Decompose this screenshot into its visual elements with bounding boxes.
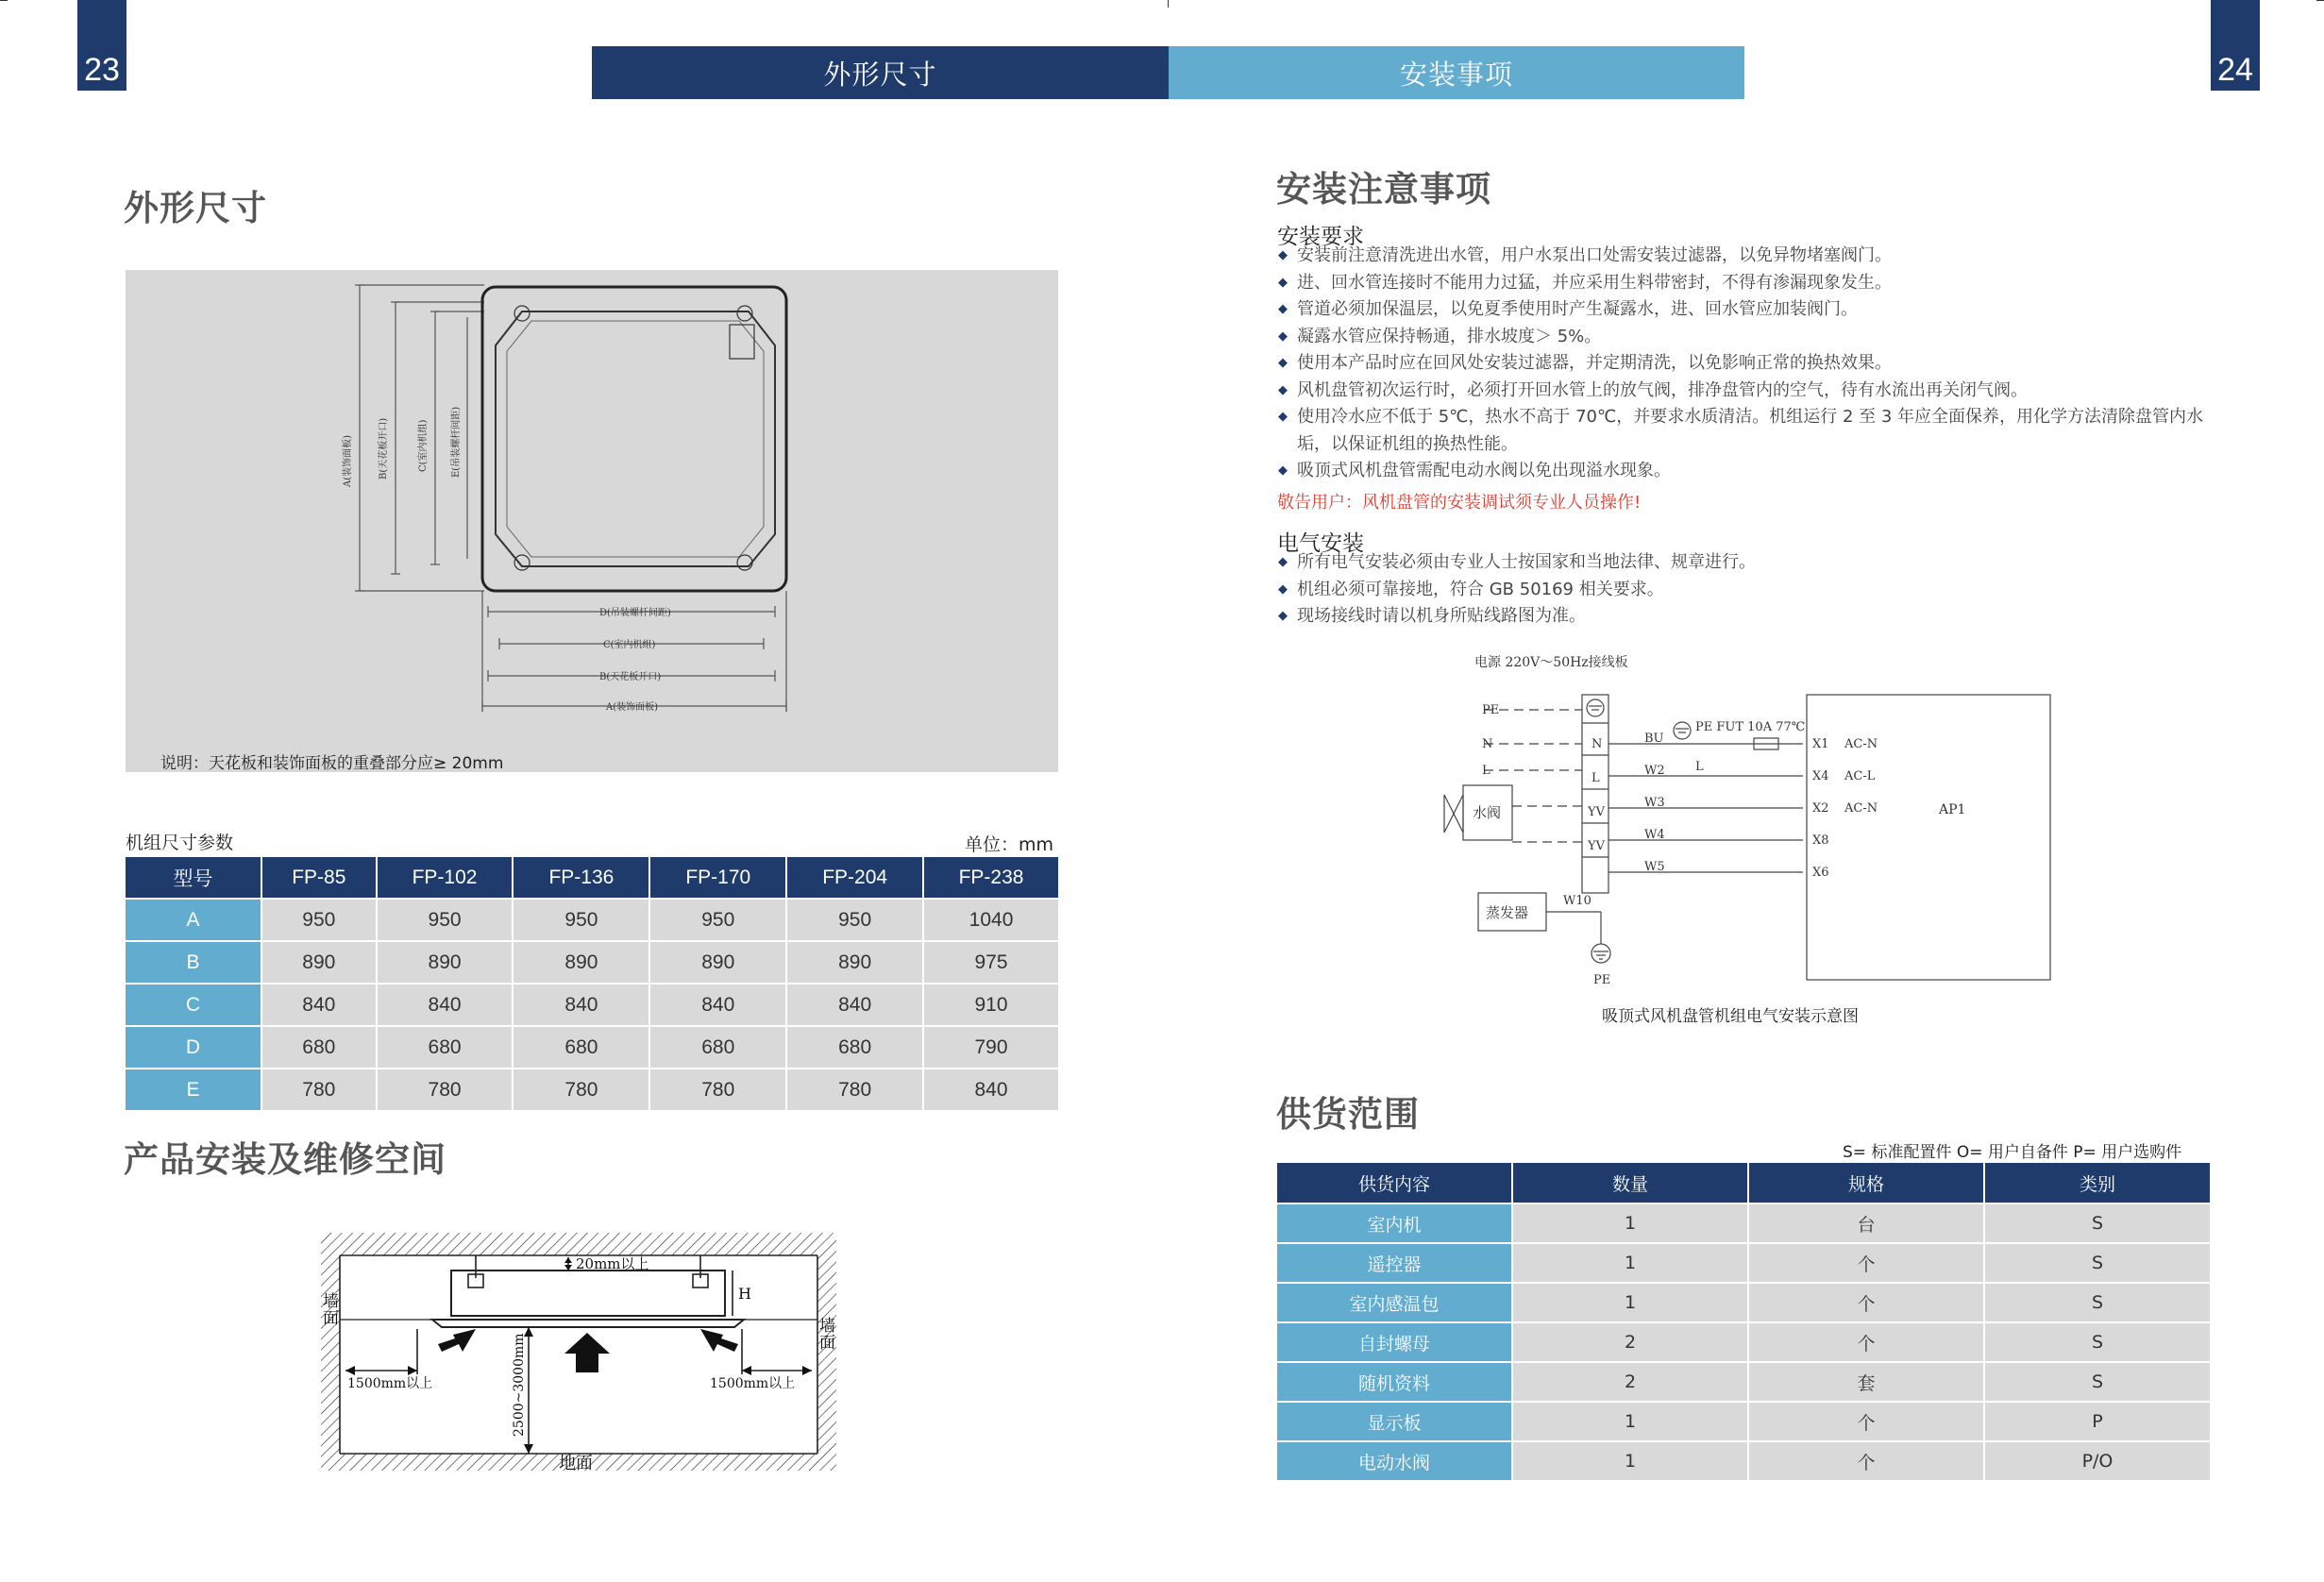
drawing-note: 说明：天花板和装饰面板的重叠部分应≥ 20mm xyxy=(160,754,504,773)
list-item xyxy=(1278,350,2231,378)
supply-cell-spec: 个 xyxy=(1748,1402,1984,1441)
supply-cell-qty: 1 xyxy=(1512,1203,1748,1243)
spec-header: FP-238 xyxy=(923,857,1058,899)
table-row xyxy=(1277,1243,2210,1283)
spec-cell: 890 xyxy=(261,941,377,984)
supply-cell-cat: S xyxy=(1984,1283,2210,1322)
spec-cell: 840 xyxy=(513,984,649,1026)
table-row xyxy=(1277,1203,2210,1243)
section-title-install: 安装注意事项 xyxy=(1276,169,1491,210)
spec-cell: 680 xyxy=(649,1026,786,1069)
ac-l: AC-L xyxy=(1844,769,1876,783)
list-item-text: 所有电气安装必须由专业人士按国家和当地法律、规章进行。 xyxy=(1297,552,1756,572)
supply-cell-cat: P/O xyxy=(1984,1441,2210,1480)
list-item xyxy=(1278,404,2231,458)
spec-header: FP-136 xyxy=(513,857,649,899)
list-item xyxy=(1278,549,2231,577)
side-right-label: 1500mm以上 xyxy=(710,1376,796,1391)
evaporator-label: 蒸发器 xyxy=(1486,904,1529,921)
block-yv-2: YV xyxy=(1588,839,1605,853)
supply-cell-qty: 1 xyxy=(1512,1243,1748,1283)
supply-cell-spec: 个 xyxy=(1748,1243,1984,1283)
term-n: N xyxy=(1482,737,1493,751)
diamond-bullet-icon: ◆ xyxy=(1278,555,1288,569)
list-item xyxy=(1278,577,2231,604)
l-label-small: L xyxy=(1695,760,1704,774)
supply-cell-cat: S xyxy=(1984,1362,2210,1402)
spec-row-label: E xyxy=(126,1069,261,1110)
page-number-left: 23 xyxy=(77,0,126,91)
spec-header: FP-102 xyxy=(377,857,514,899)
x6-label: X6 xyxy=(1812,866,1829,880)
spec-cell: 910 xyxy=(923,984,1058,1026)
supply-cell-spec: 台 xyxy=(1748,1203,1984,1243)
wall-left-label-2: 面 xyxy=(323,1309,339,1328)
spec-cell: 950 xyxy=(786,899,923,941)
dim-label-e-vertical: E(吊装螺杆间距) xyxy=(451,406,462,478)
electric-list xyxy=(1278,549,2231,631)
list-item-text: 吸顶式风机盘管需配电动水阀以免出现溢水现象。 xyxy=(1297,461,1671,480)
list-item-text: 安装前注意清洗进出水管，用户水泵出口处需安装过滤器，以免异物堵塞阀门。 xyxy=(1297,245,1892,265)
spec-header: FP-85 xyxy=(261,857,377,899)
supply-legend: S= 标准配置件 O= 用户自备件 P= 用户选购件 xyxy=(1843,1143,2182,1162)
list-item xyxy=(1278,270,2231,297)
wall-right-label-2: 面 xyxy=(819,1334,835,1353)
table-row xyxy=(1277,1322,2210,1362)
clearance-top-label: 20mm以上 xyxy=(576,1255,649,1272)
wiring-caption: 吸顶式风机盘管机组电气安装示意图 xyxy=(1602,1007,1859,1026)
section-title-supply: 供货范围 xyxy=(1276,1094,1420,1135)
table-row xyxy=(1277,1441,2210,1480)
list-item-text: 现场接线时请以机身所贴线路图为准。 xyxy=(1297,606,1586,626)
diamond-bullet-icon: ◆ xyxy=(1278,248,1288,262)
spec-cell: 680 xyxy=(377,1026,514,1069)
diamond-bullet-icon: ◆ xyxy=(1278,382,1288,397)
supply-header: 数量 xyxy=(1512,1163,1748,1203)
diamond-bullet-icon: ◆ xyxy=(1278,463,1288,478)
spec-header: FP-170 xyxy=(649,857,786,899)
dimension-drawing-panel xyxy=(126,270,1058,772)
table-row xyxy=(1277,1402,2210,1441)
dim-label-c-vertical: C(室内机组) xyxy=(418,419,429,472)
term-l: L xyxy=(1482,764,1490,778)
diamond-bullet-icon: ◆ xyxy=(1278,275,1288,290)
spec-cell: 950 xyxy=(649,899,786,941)
supply-cell-cat: S xyxy=(1984,1203,2210,1243)
diamond-bullet-icon: ◆ xyxy=(1278,356,1288,370)
x8-label: X8 xyxy=(1812,833,1829,848)
diamond-bullet-icon: ◆ xyxy=(1278,410,1288,424)
spec-cell: 1040 xyxy=(923,899,1058,941)
wire-bu: BU xyxy=(1644,732,1664,746)
ac-n-2: AC-N xyxy=(1844,801,1878,816)
list-item-text: 使用冷水应不低于 5℃，热水不高于 70℃，并要求水质清洁。机组运行 2 至 3 年应全面保养，用化学方法清除盘管内水垢，以保证机组的换热性能。 xyxy=(1297,407,2204,454)
spec-cell: 840 xyxy=(261,984,377,1026)
section-title-dimensions: 外形尺寸 xyxy=(124,188,267,228)
board-label: AP1 xyxy=(1939,802,1966,817)
wiring-title: 电源 220V～50Hz接线板 xyxy=(1474,655,1628,670)
spec-cell: 680 xyxy=(786,1026,923,1069)
spec-row-label: A xyxy=(126,899,261,941)
install-req-list xyxy=(1278,243,2231,485)
supply-header: 类别 xyxy=(1984,1163,2210,1203)
supply-table xyxy=(1277,1163,2210,1480)
diamond-bullet-icon: ◆ xyxy=(1278,609,1288,623)
valve-label: 水阀 xyxy=(1473,804,1502,821)
list-item-text: 进、回水管连接时不能用力过猛，并应采用生料带密封，不得有渗漏现象发生。 xyxy=(1297,272,1892,293)
spec-cell: 780 xyxy=(786,1069,923,1110)
installation-space-drawing xyxy=(312,1231,842,1476)
table-row xyxy=(126,1026,1058,1069)
term-pe: PE xyxy=(1482,703,1500,717)
header-tab-dimensions: 外形尺寸 xyxy=(592,46,1169,99)
electric-title: 电气安装 xyxy=(1277,531,1364,556)
list-item xyxy=(1278,378,2231,405)
list-item xyxy=(1278,243,2231,270)
spec-header-model: 型号 xyxy=(126,857,261,899)
list-item xyxy=(1278,324,2231,351)
wire-w3: W3 xyxy=(1644,796,1665,810)
spec-cell: 890 xyxy=(513,941,649,984)
spec-cell: 780 xyxy=(377,1069,514,1110)
spec-cell: 780 xyxy=(649,1069,786,1110)
dim-label-a-vertical: A(装饰面板) xyxy=(343,434,353,487)
x1-label: X1 xyxy=(1812,737,1829,751)
spec-cell: 890 xyxy=(649,941,786,984)
wall-left-label-1: 墙 xyxy=(323,1292,339,1311)
unit-outline-drawing xyxy=(126,270,1058,772)
dim-label-c-horizontal: C(室内机组) xyxy=(603,640,656,650)
supply-cell-cat: S xyxy=(1984,1243,2210,1283)
height-label: 2500~3000mm xyxy=(512,1333,527,1437)
spec-header: FP-204 xyxy=(786,857,923,899)
spec-row-label: C xyxy=(126,984,261,1026)
supply-cell-qty: 1 xyxy=(1512,1283,1748,1322)
wall-right-label-1: 墙 xyxy=(819,1317,835,1336)
dim-label-b-vertical: B(天花板开口) xyxy=(379,417,389,480)
dim-label-a-horizontal: A(装饰面板) xyxy=(606,702,659,713)
supply-table-header-row xyxy=(1277,1163,2210,1203)
spec-cell: 950 xyxy=(377,899,514,941)
spec-cell: 890 xyxy=(377,941,514,984)
wiring-diagram xyxy=(1425,648,2058,997)
spec-cell: 780 xyxy=(261,1069,377,1110)
supply-cell-item: 室内感温包 xyxy=(1277,1283,1512,1322)
pe-bottom-label: PE xyxy=(1593,973,1611,987)
list-item xyxy=(1278,603,2231,631)
table-row xyxy=(1277,1362,2210,1402)
crop-mark xyxy=(1168,0,1169,8)
spec-row-label: B xyxy=(126,941,261,984)
x2-label: X2 xyxy=(1812,801,1829,816)
supply-cell-spec: 个 xyxy=(1748,1441,1984,1480)
spec-cell: 680 xyxy=(261,1026,377,1069)
supply-cell-item: 室内机 xyxy=(1277,1203,1512,1243)
supply-cell-spec: 个 xyxy=(1748,1322,1984,1362)
supply-header: 规格 xyxy=(1748,1163,1984,1203)
block-n: N xyxy=(1591,737,1603,751)
dim-label-b-horizontal: B(天花板开口) xyxy=(599,672,662,682)
spec-cell: 950 xyxy=(261,899,377,941)
spec-cell: 840 xyxy=(923,1069,1058,1110)
crop-mark xyxy=(0,0,8,1)
supply-cell-qty: 2 xyxy=(1512,1322,1748,1362)
supply-cell-cat: S xyxy=(1984,1322,2210,1362)
table-row xyxy=(1277,1283,2210,1322)
list-item-text: 风机盘管初次运行时，必须打开回水管上的放气阀，排净盘管内的空气，待有水流出再关闭气阀。 xyxy=(1297,379,2028,400)
spec-cell: 840 xyxy=(786,984,923,1026)
block-yv-1: YV xyxy=(1588,805,1605,819)
supply-cell-qty: 1 xyxy=(1512,1402,1748,1441)
ac-n-1: AC-N xyxy=(1844,737,1878,751)
diamond-bullet-icon: ◆ xyxy=(1278,302,1288,316)
supply-cell-qty: 1 xyxy=(1512,1441,1748,1480)
spec-cell: 780 xyxy=(513,1069,649,1110)
spec-cell: 840 xyxy=(377,984,514,1026)
list-item xyxy=(1278,296,2231,324)
supply-cell-item: 显示板 xyxy=(1277,1402,1512,1441)
table-unit: 单位：mm xyxy=(965,834,1054,855)
spec-table-header-row xyxy=(126,857,1058,899)
list-item-text: 凝露水管应保持畅通，排水坡度＞ 5%。 xyxy=(1297,326,1602,346)
supply-cell-cat: P xyxy=(1984,1402,2210,1441)
spec-cell: 890 xyxy=(786,941,923,984)
spec-cell: 950 xyxy=(513,899,649,941)
diamond-bullet-icon: ◆ xyxy=(1278,328,1288,344)
supply-cell-qty: 2 xyxy=(1512,1362,1748,1402)
table-row xyxy=(126,984,1058,1026)
wire-w10: W10 xyxy=(1563,894,1591,908)
x4-label: X4 xyxy=(1812,769,1829,783)
h-label: H xyxy=(738,1285,751,1303)
table-row xyxy=(126,1069,1058,1110)
wire-w4: W4 xyxy=(1644,828,1665,842)
spec-cell: 840 xyxy=(649,984,786,1026)
spec-cell: 680 xyxy=(513,1026,649,1069)
install-req-title: 安装要求 xyxy=(1277,225,1364,249)
spec-cell: 790 xyxy=(923,1026,1058,1069)
supply-cell-item: 自封螺母 xyxy=(1277,1322,1512,1362)
supply-header: 供货内容 xyxy=(1277,1163,1512,1203)
spec-row-label: D xyxy=(126,1026,261,1069)
list-item-text: 管道必须加保温层，以免夏季使用时产生凝露水，进、回水管应加装阀门。 xyxy=(1297,299,1858,319)
spec-table xyxy=(126,857,1058,1110)
wire-w2: W2 xyxy=(1644,764,1665,778)
spec-cell: 975 xyxy=(923,941,1058,984)
table-row xyxy=(126,899,1058,941)
supply-cell-spec: 套 xyxy=(1748,1362,1984,1402)
page-number-right: 24 xyxy=(2211,0,2260,91)
table-row xyxy=(126,941,1058,984)
install-warning: 敬告用户：风机盘管的安装调试须专业人员操作! xyxy=(1277,493,1642,513)
fuse-label: PE FUT 10A 77℃ xyxy=(1695,720,1806,734)
supply-cell-item: 随机资料 xyxy=(1277,1362,1512,1402)
wire-w5: W5 xyxy=(1644,860,1665,874)
floor-label: 地面 xyxy=(559,1454,593,1473)
supply-cell-spec: 个 xyxy=(1748,1283,1984,1322)
list-item-text: 机组必须可靠接地，符合 GB 50169 相关要求。 xyxy=(1297,579,1664,599)
diamond-bullet-icon: ◆ xyxy=(1278,581,1288,597)
block-l: L xyxy=(1591,771,1600,785)
side-left-label: 1500mm以上 xyxy=(347,1376,433,1391)
list-item xyxy=(1278,458,2231,485)
crop-mark xyxy=(2316,0,2324,1)
supply-cell-item: 遥控器 xyxy=(1277,1243,1512,1283)
section-title-space: 产品安装及维修空间 xyxy=(124,1139,446,1180)
supply-cell-item: 电动水阀 xyxy=(1277,1441,1512,1480)
header-tab-install: 安装事项 xyxy=(1169,46,1744,99)
dim-label-d-horizontal: D(吊装螺杆间距) xyxy=(599,608,671,618)
ground-icon xyxy=(1587,699,1691,963)
table-title: 机组尺寸参数 xyxy=(126,833,234,853)
list-item-text: 使用本产品时应在回风处安装过滤器，并定期清洗，以免影响正常的换热效果。 xyxy=(1297,353,1892,373)
